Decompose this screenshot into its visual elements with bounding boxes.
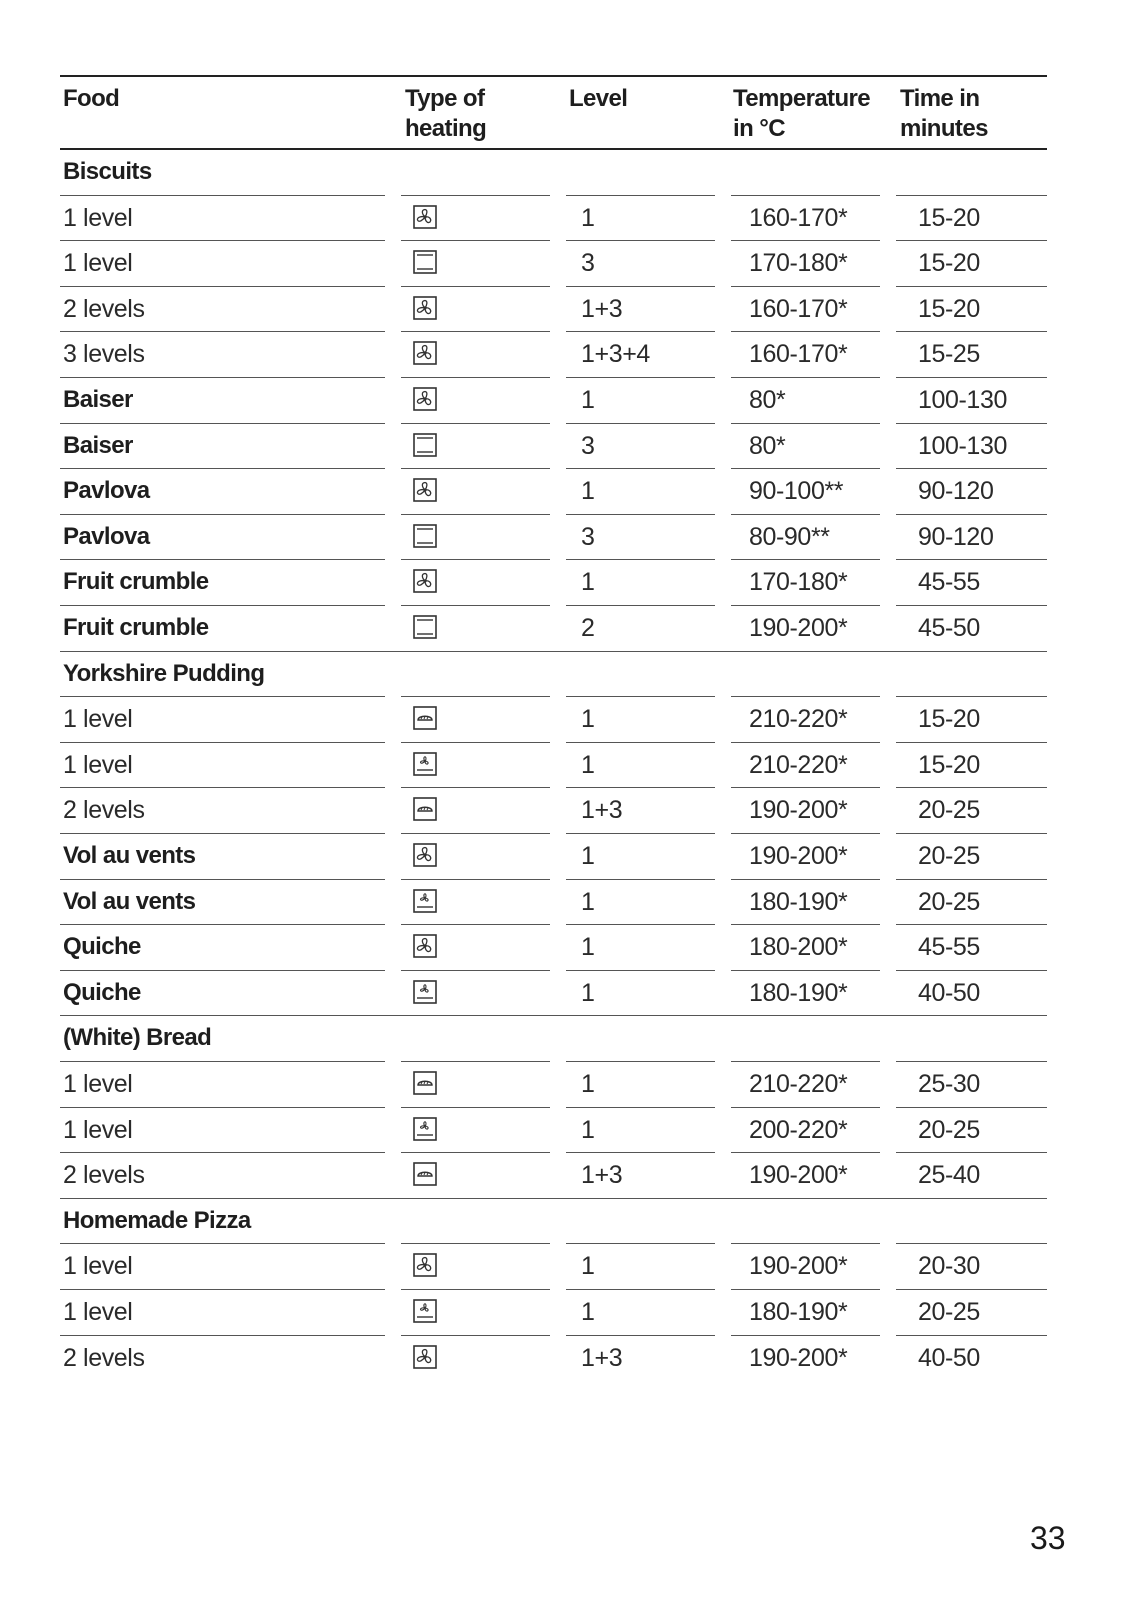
food-name: 1 level <box>63 204 133 232</box>
bread-setting-icon <box>413 797 437 821</box>
bread-setting-icon <box>413 1071 437 1095</box>
level-value: 1 <box>581 705 595 733</box>
header-heating <box>405 84 486 144</box>
temperature-value: 210-220* <box>749 751 848 779</box>
level-value: 1 <box>581 1252 595 1280</box>
food-name: 1 level <box>63 1116 133 1144</box>
table-row <box>0 970 1130 1016</box>
level-value: 1 <box>581 1298 595 1326</box>
pizza-setting-icon <box>413 1299 437 1323</box>
level-value: 1+3 <box>581 796 623 824</box>
fan-icon <box>413 387 437 411</box>
section-row <box>0 149 1130 195</box>
temperature-value: 190-200* <box>749 842 848 870</box>
fan-icon <box>413 1253 437 1277</box>
header-temperature <box>733 84 870 144</box>
food-name: Vol au vents <box>63 888 196 915</box>
time-value: 20-30 <box>918 1252 980 1280</box>
temperature-value: 200-220* <box>749 1116 848 1144</box>
temperature-value: 210-220* <box>749 705 848 733</box>
food-name: 2 levels <box>63 1161 145 1189</box>
top-bottom-heat-icon <box>413 524 437 548</box>
temperature-value: 190-200* <box>749 1344 848 1372</box>
table-row <box>0 605 1130 651</box>
time-value: 25-30 <box>918 1070 980 1098</box>
temperature-value: 160-170* <box>749 295 848 323</box>
food-name: Quiche <box>63 933 141 960</box>
food-name: Quiche <box>63 979 141 1006</box>
section-row <box>0 651 1130 697</box>
level-value: 1+3 <box>581 295 623 323</box>
header-level-label: Level <box>569 85 628 112</box>
table-row <box>0 1335 1130 1381</box>
table-row <box>0 833 1130 879</box>
section-title: Biscuits <box>63 158 152 185</box>
pizza-setting-icon <box>413 752 437 776</box>
section-title: Homemade Pizza <box>63 1207 251 1234</box>
temperature-value: 190-200* <box>749 614 848 642</box>
time-value: 25-40 <box>918 1161 980 1189</box>
temperature-value: 160-170* <box>749 204 848 232</box>
bread-setting-icon <box>413 706 437 730</box>
food-name: Pavlova <box>63 477 150 504</box>
level-value: 3 <box>581 432 595 460</box>
table-row <box>0 423 1130 469</box>
header-time <box>900 84 988 144</box>
table-row <box>0 559 1130 605</box>
pizza-setting-icon <box>413 1117 437 1141</box>
level-value: 3 <box>581 249 595 277</box>
table-row <box>0 240 1130 286</box>
level-value: 1 <box>581 933 595 961</box>
food-name: Pavlova <box>63 523 150 550</box>
food-name: 2 levels <box>63 1344 145 1372</box>
temperature-value: 180-190* <box>749 1298 848 1326</box>
time-value: 20-25 <box>918 842 980 870</box>
bread-setting-icon <box>413 1162 437 1186</box>
temperature-value: 180-190* <box>749 888 848 916</box>
time-value: 20-25 <box>918 1116 980 1144</box>
table-row <box>0 1107 1130 1153</box>
level-value: 1 <box>581 204 595 232</box>
fan-icon <box>413 296 437 320</box>
time-value: 100-130 <box>918 386 1007 414</box>
level-value: 1+3 <box>581 1344 623 1372</box>
table-row <box>0 696 1130 742</box>
temperature-value: 160-170* <box>749 340 848 368</box>
time-value: 15-20 <box>918 249 980 277</box>
food-name: 1 level <box>63 1298 133 1326</box>
table-row <box>0 742 1130 788</box>
time-value: 15-20 <box>918 295 980 323</box>
temperature-value: 190-200* <box>749 796 848 824</box>
section-title: Yorkshire Pudding <box>63 660 265 687</box>
time-value: 15-20 <box>918 705 980 733</box>
temperature-value: 80* <box>749 386 786 414</box>
temperature-value: 190-200* <box>749 1252 848 1280</box>
fan-icon <box>413 934 437 958</box>
table-row <box>0 1289 1130 1335</box>
fan-icon <box>413 341 437 365</box>
header-time-line2: minutes <box>900 115 988 142</box>
table-row <box>0 787 1130 833</box>
fan-icon <box>413 478 437 502</box>
temperature-value: 180-200* <box>749 933 848 961</box>
food-name: Baiser <box>63 386 133 413</box>
time-value: 15-25 <box>918 340 980 368</box>
table-row <box>0 514 1130 560</box>
pizza-setting-icon <box>413 889 437 913</box>
level-value: 1 <box>581 751 595 779</box>
table-row <box>0 1152 1130 1198</box>
header-temperature-line2: in °C <box>733 115 785 142</box>
temperature-value: 170-180* <box>749 568 848 596</box>
level-value: 2 <box>581 614 595 642</box>
header-food <box>63 84 119 114</box>
header-temperature-line1: Temperature <box>733 85 871 112</box>
food-name: 1 level <box>63 705 133 733</box>
level-value: 1 <box>581 477 595 505</box>
fan-icon <box>413 569 437 593</box>
temperature-value: 90-100** <box>749 477 844 505</box>
pizza-setting-icon <box>413 980 437 1004</box>
table-row <box>0 1061 1130 1107</box>
table-row <box>0 286 1130 332</box>
food-name: 1 level <box>63 751 133 779</box>
time-value: 15-20 <box>918 751 980 779</box>
top-bottom-heat-icon <box>413 433 437 457</box>
food-name: 1 level <box>63 1252 133 1280</box>
time-value: 20-25 <box>918 796 980 824</box>
food-name: 1 level <box>63 1070 133 1098</box>
section-title: (White) Bread <box>63 1024 212 1051</box>
temperature-value: 80* <box>749 432 786 460</box>
level-value: 1 <box>581 568 595 596</box>
table-row <box>0 195 1130 241</box>
table-row <box>0 331 1130 377</box>
time-value: 45-55 <box>918 568 980 596</box>
food-name: 2 levels <box>63 796 145 824</box>
food-name: 3 levels <box>63 340 145 368</box>
time-value: 90-120 <box>918 523 994 551</box>
fan-icon <box>413 843 437 867</box>
temperature-value: 80-90** <box>749 523 830 551</box>
time-value: 15-20 <box>918 204 980 232</box>
level-value: 1 <box>581 386 595 414</box>
level-value: 1+3+4 <box>581 340 650 368</box>
time-value: 20-25 <box>918 1298 980 1326</box>
level-value: 1+3 <box>581 1161 623 1189</box>
fan-icon <box>413 205 437 229</box>
table-top-rule <box>60 75 1047 77</box>
header-food-label: Food <box>63 85 120 112</box>
level-value: 1 <box>581 888 595 916</box>
header-heating-line2: heating <box>405 115 487 142</box>
level-value: 3 <box>581 523 595 551</box>
food-name: 1 level <box>63 249 133 277</box>
food-name: Fruit crumble <box>63 568 209 595</box>
table-row <box>0 879 1130 925</box>
header-level <box>569 84 627 114</box>
table-row <box>0 924 1130 970</box>
page-number: 33 <box>1030 1520 1066 1556</box>
food-name: Vol au vents <box>63 842 196 869</box>
fan-icon <box>413 1345 437 1369</box>
time-value: 45-55 <box>918 933 980 961</box>
temperature-value: 190-200* <box>749 1161 848 1189</box>
temperature-value: 180-190* <box>749 979 848 1007</box>
level-value: 1 <box>581 1070 595 1098</box>
temperature-value: 170-180* <box>749 249 848 277</box>
section-row <box>0 1198 1130 1244</box>
time-value: 20-25 <box>918 888 980 916</box>
level-value: 1 <box>581 1116 595 1144</box>
section-row <box>0 1015 1130 1061</box>
food-name: Baiser <box>63 432 133 459</box>
time-value: 45-50 <box>918 614 980 642</box>
time-value: 40-50 <box>918 979 980 1007</box>
food-name: 2 levels <box>63 295 145 323</box>
header-time-line1: Time in <box>900 85 980 112</box>
top-bottom-heat-icon <box>413 615 437 639</box>
level-value: 1 <box>581 842 595 870</box>
level-value: 1 <box>581 979 595 1007</box>
table-row <box>0 377 1130 423</box>
table-row <box>0 1243 1130 1289</box>
time-value: 90-120 <box>918 477 994 505</box>
header-heating-line1: Type of <box>405 85 485 112</box>
temperature-value: 210-220* <box>749 1070 848 1098</box>
food-name: Fruit crumble <box>63 614 209 641</box>
time-value: 40-50 <box>918 1344 980 1372</box>
time-value: 100-130 <box>918 432 1007 460</box>
table-row <box>0 468 1130 514</box>
top-bottom-heat-icon <box>413 250 437 274</box>
